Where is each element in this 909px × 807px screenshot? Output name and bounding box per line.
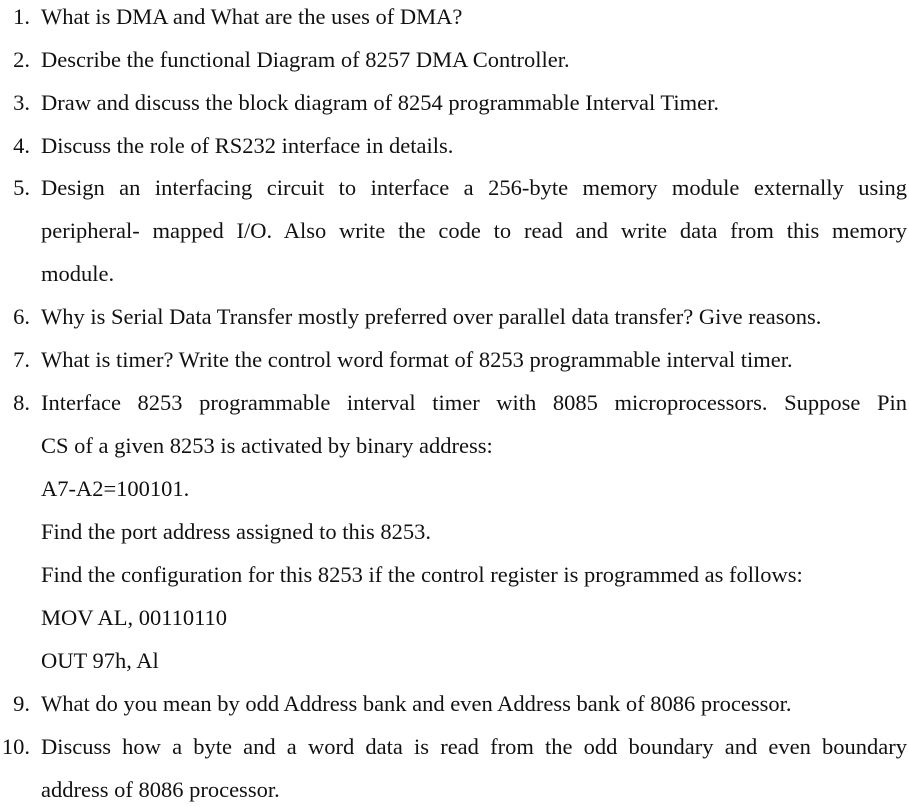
- question-text-line: Draw and discuss the block diagram of 8254 programmable Interval Timer.: [41, 90, 719, 115]
- question-text-line: peripheral- mapped I/O. Also write the code to read and write data from this memory: [41, 218, 907, 243]
- question-text-line: What do you mean by odd Address bank and even Address bank of 8086 processor.: [41, 691, 792, 716]
- question-text-line: CS of a given 8253 is activated by binary address:: [41, 433, 493, 458]
- question-text-line: MOV AL, 00110110: [41, 605, 228, 630]
- question-number: 9.: [13, 691, 30, 716]
- question-number: 7.: [13, 347, 30, 372]
- question-number: 2.: [13, 47, 30, 72]
- question-number: 8.: [13, 390, 30, 415]
- question-text-line: What is timer? Write the control word format of 8253 programmable interval timer.: [41, 347, 793, 372]
- question-text-line: Find the port address assigned to this 8253.: [41, 519, 431, 544]
- question-text-line: Why is Serial Data Transfer mostly preferred over parallel data transfer? Give reasons.: [41, 304, 822, 329]
- question-number: 10.: [1, 734, 30, 759]
- question-text-line: Discuss how a byte and a word data is read from the odd boundary and even boundary: [41, 734, 907, 759]
- question-text-line: What is DMA and What are the uses of DMA?: [41, 4, 463, 29]
- question-text-line: Describe the functional Diagram of 8257 DMA Controller.: [41, 47, 570, 72]
- question-text-line: A7-A2=100101.: [41, 476, 190, 501]
- question-number: 3.: [13, 90, 30, 115]
- question-number: 4.: [13, 133, 30, 158]
- question-text-line: address of 8086 processor.: [41, 777, 280, 802]
- question-text-line: Interface 8253 programmable interval timer with 8085 microprocessors. Suppose Pin: [41, 390, 907, 415]
- question-number: 1.: [13, 4, 30, 29]
- question-text-line: Discuss the role of RS232 interface in details.: [41, 133, 454, 158]
- question-number: 5.: [13, 175, 30, 200]
- question-text-line: Find the configuration for this 8253 if the control register is programmed as follows:: [41, 562, 803, 587]
- question-text-line: OUT 97h, Al: [41, 648, 159, 673]
- question-text-line: module.: [41, 261, 115, 286]
- question-text-line: Design an interfacing circuit to interface a 256-byte memory module externally using: [41, 175, 907, 200]
- question-number: 6.: [13, 304, 30, 329]
